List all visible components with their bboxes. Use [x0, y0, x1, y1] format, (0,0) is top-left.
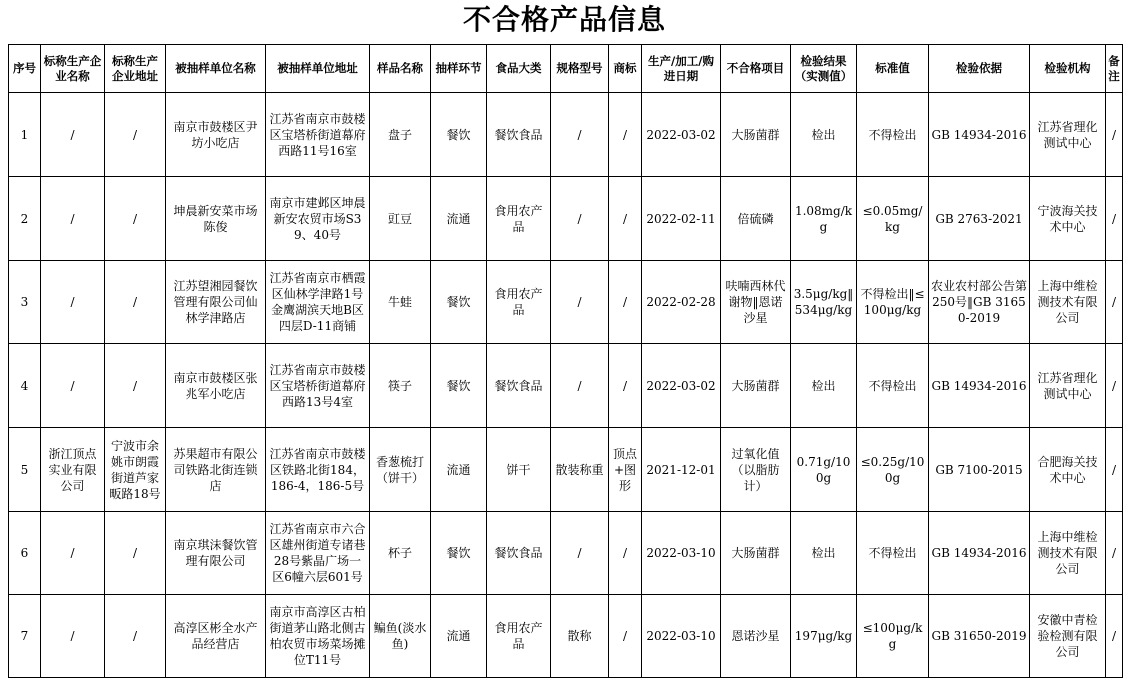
table-cell: 大肠菌群: [721, 512, 791, 595]
table-cell: 餐饮食品: [487, 93, 551, 177]
table-cell: 农业农村部公告第250号‖GB 31650-2019: [929, 261, 1030, 344]
header-cell: 抽样环节: [431, 45, 487, 93]
table-cell: 宁波海关技术中心: [1030, 177, 1106, 261]
table-row: [9, 261, 1123, 344]
table-cell: /: [41, 93, 105, 177]
page-title: 不合格产品信息: [462, 3, 666, 36]
table-cell: 顶点+图形: [609, 428, 642, 512]
table-cell: 检出: [791, 344, 857, 428]
table-row: [9, 93, 1123, 177]
table-cell: 3: [9, 261, 41, 344]
table-cell: 1: [9, 93, 41, 177]
table-cell: 恩诺沙星: [721, 595, 791, 678]
header-cell: 检验依据: [929, 45, 1030, 93]
table-cell: 江苏省南京市鼓楼区宝塔桥街道幕府西路11号16室: [266, 93, 370, 177]
table-cell: 安徽中青检验检测有限公司: [1030, 595, 1106, 678]
table-cell: GB 14934-2016: [929, 93, 1030, 177]
table-cell: 江苏省理化测试中心: [1030, 93, 1106, 177]
table-cell: 2022-03-10: [642, 512, 721, 595]
header-cell: 生产/加工/购进日期: [642, 45, 721, 93]
table-cell: /: [551, 261, 609, 344]
table-cell: 餐饮: [431, 344, 487, 428]
table-cell: 食用农产品: [487, 595, 551, 678]
table-cell: 餐饮: [431, 261, 487, 344]
table-cell: GB 2763-2021: [929, 177, 1030, 261]
table-cell: 197μg/kg: [791, 595, 857, 678]
table-cell: 检出: [791, 93, 857, 177]
table-cell: /: [41, 344, 105, 428]
table-cell: GB 7100-2015: [929, 428, 1030, 512]
table-cell: 2022-03-10: [642, 595, 721, 678]
table-cell: /: [609, 344, 642, 428]
table-cell: 盘子: [370, 93, 431, 177]
table-cell: ≤100μg/kg: [857, 595, 929, 678]
header-cell: 标称生产企业名称: [41, 45, 105, 93]
table-cell: 食用农产品: [487, 261, 551, 344]
table-cell: 高淳区彬全水产品经营店: [166, 595, 266, 678]
table-cell: GB 31650-2019: [929, 595, 1030, 678]
table-cell: /: [105, 177, 166, 261]
table-cell: 0.71g/100g: [791, 428, 857, 512]
table-cell: ≤0.25g/100g: [857, 428, 929, 512]
table-row: [9, 177, 1123, 261]
table-cell: 香葱梳打（饼干）: [370, 428, 431, 512]
table-cell: 不得检出: [857, 344, 929, 428]
table-cell: 饼干: [487, 428, 551, 512]
nonconforming-products-table: [8, 44, 1123, 678]
table-cell: /: [609, 177, 642, 261]
table-cell: /: [1106, 344, 1123, 428]
table-cell: 流通: [431, 595, 487, 678]
table-cell: /: [609, 93, 642, 177]
table-cell: 餐饮食品: [487, 344, 551, 428]
header-cell: 规格型号: [551, 45, 609, 93]
table-cell: 检出: [791, 512, 857, 595]
table-cell: 南京琪沫餐饮管理有限公司: [166, 512, 266, 595]
table-cell: 南京市鼓楼区尹坊小吃店: [166, 93, 266, 177]
table-cell: /: [1106, 261, 1123, 344]
table-cell: /: [1106, 595, 1123, 678]
table-cell: /: [105, 93, 166, 177]
header-cell: 序号: [9, 45, 41, 93]
header-cell: 检验结果（实测值）: [791, 45, 857, 93]
table-cell: /: [105, 595, 166, 678]
table-cell: /: [41, 261, 105, 344]
table-cell: 餐饮食品: [487, 512, 551, 595]
table-cell: 江苏省理化测试中心: [1030, 344, 1106, 428]
table-cell: 4: [9, 344, 41, 428]
table-cell: 南京市建邺区坤晨新安农贸市场S39、40号: [266, 177, 370, 261]
table-cell: 3.5μg/kg‖534μg/kg: [791, 261, 857, 344]
table-row: [9, 344, 1123, 428]
table-cell: 鳊鱼(淡水鱼): [370, 595, 431, 678]
table-cell: 杯子: [370, 512, 431, 595]
table-cell: 南京市鼓楼区张兆军小吃店: [166, 344, 266, 428]
table-row: [9, 512, 1123, 595]
table-cell: 餐饮: [431, 512, 487, 595]
table-cell: 2022-02-11: [642, 177, 721, 261]
table-cell: /: [551, 177, 609, 261]
table-cell: 6: [9, 512, 41, 595]
table-cell: 上海中维检测技术有限公司: [1030, 512, 1106, 595]
table-cell: 上海中维检测技术有限公司: [1030, 261, 1106, 344]
table-cell: 5: [9, 428, 41, 512]
table-cell: 江苏望湘园餐饮管理有限公司仙林学津路店: [166, 261, 266, 344]
table-cell: /: [1106, 177, 1123, 261]
table-row: [9, 428, 1123, 512]
table-cell: 大肠菌群: [721, 344, 791, 428]
table-cell: 豇豆: [370, 177, 431, 261]
table-cell: /: [609, 261, 642, 344]
table-header-row: [9, 45, 1123, 93]
table-cell: 流通: [431, 177, 487, 261]
table-cell: 7: [9, 595, 41, 678]
table-cell: /: [41, 512, 105, 595]
table-cell: 散称: [551, 595, 609, 678]
table-cell: 不得检出‖≤100μg/kg: [857, 261, 929, 344]
table-cell: 流通: [431, 428, 487, 512]
table-cell: GB 14934-2016: [929, 512, 1030, 595]
table-cell: /: [105, 512, 166, 595]
header-cell: 被抽样单位名称: [166, 45, 266, 93]
table-cell: 食用农产品: [487, 177, 551, 261]
table-cell: ≤0.05mg/kg: [857, 177, 929, 261]
header-cell: 样品名称: [370, 45, 431, 93]
table-cell: 倍硫磷: [721, 177, 791, 261]
table-cell: /: [551, 93, 609, 177]
table-cell: 散装称重: [551, 428, 609, 512]
table-cell: 大肠菌群: [721, 93, 791, 177]
table-cell: 过氧化值（以脂肪计）: [721, 428, 791, 512]
table-cell: 浙江顶点实业有限公司: [41, 428, 105, 512]
table-cell: 呋喃西林代谢物‖恩诺沙星: [721, 261, 791, 344]
table-cell: /: [41, 177, 105, 261]
header-cell: 检验机构: [1030, 45, 1106, 93]
table-cell: /: [105, 344, 166, 428]
table-cell: 苏果超市有限公司铁路北街连锁店: [166, 428, 266, 512]
table-cell: 2: [9, 177, 41, 261]
table-cell: 坤晨新安菜市场陈俊: [166, 177, 266, 261]
table-cell: 南京市高淳区古柏街道茅山路北侧古柏农贸市场菜场摊位T11号: [266, 595, 370, 678]
table-cell: 宁波市余姚市朗霞街道芦家畈路18号: [105, 428, 166, 512]
table-cell: 2021-12-01: [642, 428, 721, 512]
table-cell: 合肥海关技术中心: [1030, 428, 1106, 512]
table-cell: 江苏省南京市鼓楼区宝塔桥街道幕府西路13号4室: [266, 344, 370, 428]
table-cell: 不得检出: [857, 93, 929, 177]
table-cell: /: [105, 261, 166, 344]
table-cell: /: [609, 595, 642, 678]
header-cell: 被抽样单位地址: [266, 45, 370, 93]
table-cell: 江苏省南京市鼓楼区铁路北街184，186-4，186-5号: [266, 428, 370, 512]
table-cell: /: [1106, 512, 1123, 595]
header-cell: 标称生产企业地址: [105, 45, 166, 93]
table-cell: 2022-03-02: [642, 344, 721, 428]
table-cell: 餐饮: [431, 93, 487, 177]
header-cell: 不合格项目: [721, 45, 791, 93]
header-cell: 备注: [1106, 45, 1123, 93]
header-cell: 标准值: [857, 45, 929, 93]
table-cell: 牛蛙: [370, 261, 431, 344]
header-cell: 食品大类: [487, 45, 551, 93]
table-cell: 江苏省南京市栖霞区仙林学津路1号金鹰湖滨天地B区四层D-11商铺: [266, 261, 370, 344]
table-cell: /: [41, 595, 105, 678]
table-cell: /: [609, 512, 642, 595]
table-cell: 2022-02-28: [642, 261, 721, 344]
table-cell: 筷子: [370, 344, 431, 428]
table-cell: /: [551, 344, 609, 428]
table-cell: /: [551, 512, 609, 595]
table-cell: /: [1106, 93, 1123, 177]
table-cell: 1.08mg/kg: [791, 177, 857, 261]
table-cell: 江苏省南京市六合区雄州街道专诸巷28号紫晶广场一区6幢六层601号: [266, 512, 370, 595]
table-cell: GB 14934-2016: [929, 344, 1030, 428]
header-cell: 商标: [609, 45, 642, 93]
table-row: [9, 595, 1123, 678]
table-cell: 2022-03-02: [642, 93, 721, 177]
table-cell: /: [1106, 428, 1123, 512]
table-cell: 不得检出: [857, 512, 929, 595]
